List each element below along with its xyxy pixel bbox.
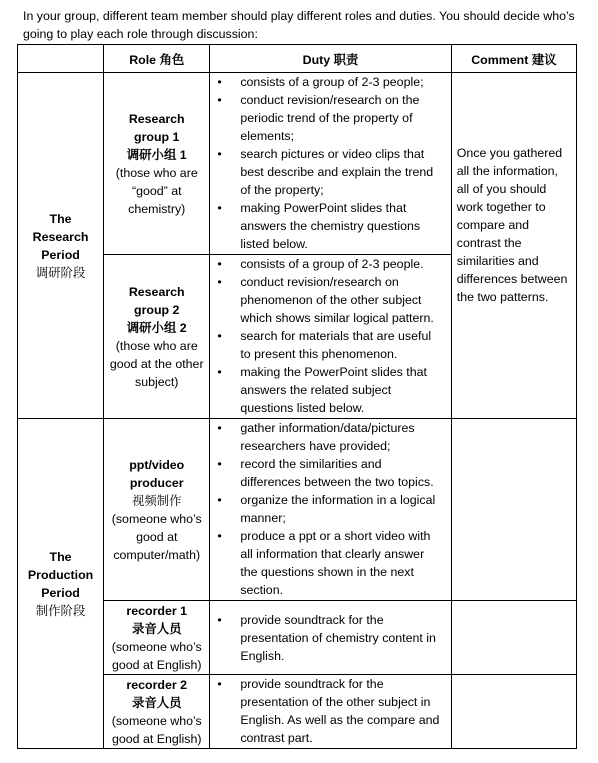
- comment-cell-research: [451, 73, 576, 419]
- production-period-cell: [18, 419, 104, 749]
- role-desc: (someone who’s good at English): [111, 713, 202, 746]
- period-label-cn: 调研阶段: [35, 265, 86, 280]
- duty-cell: [210, 675, 451, 749]
- duty-list: [210, 255, 450, 417]
- role-recorder-1: [104, 601, 210, 675]
- header-period: [18, 45, 104, 73]
- period-label: The Research Period: [32, 211, 89, 262]
- role-desc: (someone who’s good at English): [111, 639, 202, 672]
- role-name: Research group 1: [128, 111, 185, 144]
- role-name-cn: 录音人员: [131, 621, 182, 636]
- roles-table: [17, 44, 577, 749]
- duty-cell: [210, 419, 451, 601]
- table-row: [18, 419, 577, 601]
- comment-cell-recorder-1: [451, 601, 576, 675]
- role-name-cn: 视频制作: [131, 493, 182, 508]
- duty-list: [210, 675, 450, 747]
- duty-list: [210, 73, 450, 253]
- header-comment: Comment 建议: [451, 45, 576, 73]
- role-producer: [104, 419, 210, 601]
- list-item: • produce a ppt or a short video with all information that clearly answer the questions shown in the next section.: [210, 527, 450, 599]
- list-item: • provide soundtrack for the presentation of chemistry content in English.: [210, 611, 450, 665]
- list-item: • organize the information in a logical manner;: [210, 491, 450, 527]
- duty-cell: [210, 601, 451, 675]
- list-item: • search pictures or video clips that best describe and explain the trend of the property;: [210, 145, 450, 199]
- comment-cell-producer: [451, 419, 576, 601]
- role-name: recorder 1: [126, 603, 188, 618]
- role-name: Research group 2: [128, 284, 185, 317]
- role-research-group-2: [104, 255, 210, 419]
- list-item: • conduct revision/research on phenomenon of the other subject which shows similar logical pattern.: [210, 273, 450, 327]
- role-recorder-2: [104, 675, 210, 749]
- research-period-cell: [18, 73, 104, 419]
- list-item: • consists of a group of 2-3 people.: [210, 255, 450, 273]
- list-item: • provide soundtrack for the presentation of the other subject in English. As well as the compare and contrast part.: [210, 675, 450, 747]
- role-research-group-1: [104, 73, 210, 255]
- role-name: ppt/video producer: [129, 457, 185, 490]
- role-name-cn: 录音人员: [131, 695, 182, 710]
- role-desc: (those who are “good” at chemistry): [115, 165, 198, 216]
- list-item: • conduct revision/research on the periodic trend of the property of elements;: [210, 91, 450, 145]
- header-row: [18, 45, 577, 73]
- role-desc: (someone who’s good at computer/math): [111, 511, 202, 562]
- duty-cell: [210, 255, 451, 419]
- role-desc: (those who are good at the other subject): [109, 338, 204, 389]
- role-name: recorder 2: [126, 677, 188, 692]
- period-label: The Production Period: [27, 549, 94, 600]
- role-name-cn: 调研小组 1: [126, 147, 187, 162]
- list-item: • search for materials that are useful to present this phenomenon.: [210, 327, 450, 363]
- list-item: • consists of a group of 2-3 people;: [210, 73, 450, 91]
- duty-cell: [210, 73, 451, 255]
- list-item: • record the similarities and differences between the two topics.: [210, 455, 450, 491]
- list-item: • making the PowerPoint slides that answers the related subject questions listed below.: [210, 363, 450, 417]
- comment-cell-recorder-2: [451, 675, 576, 749]
- intro-text: In your group, different team member should play different roles and duties. You should decide who’s going to play each role through discussion:: [23, 9, 575, 41]
- role-name-cn: 调研小组 2: [126, 320, 187, 335]
- header-duty: Duty 职责: [210, 45, 451, 73]
- list-item: • making PowerPoint slides that answers the chemistry questions listed below.: [210, 199, 450, 253]
- duty-list: [210, 611, 450, 665]
- table-row: [18, 73, 577, 255]
- period-label-cn: 制作阶段: [35, 603, 86, 618]
- duty-list: [210, 419, 450, 599]
- comment-text: Once you gathered all the information, all of you should work together to compare and contrast the similarities and differences between the two patterns.: [456, 146, 568, 304]
- list-item: • gather information/data/pictures researchers have provided;: [210, 419, 450, 455]
- header-role: Role 角色: [104, 45, 210, 73]
